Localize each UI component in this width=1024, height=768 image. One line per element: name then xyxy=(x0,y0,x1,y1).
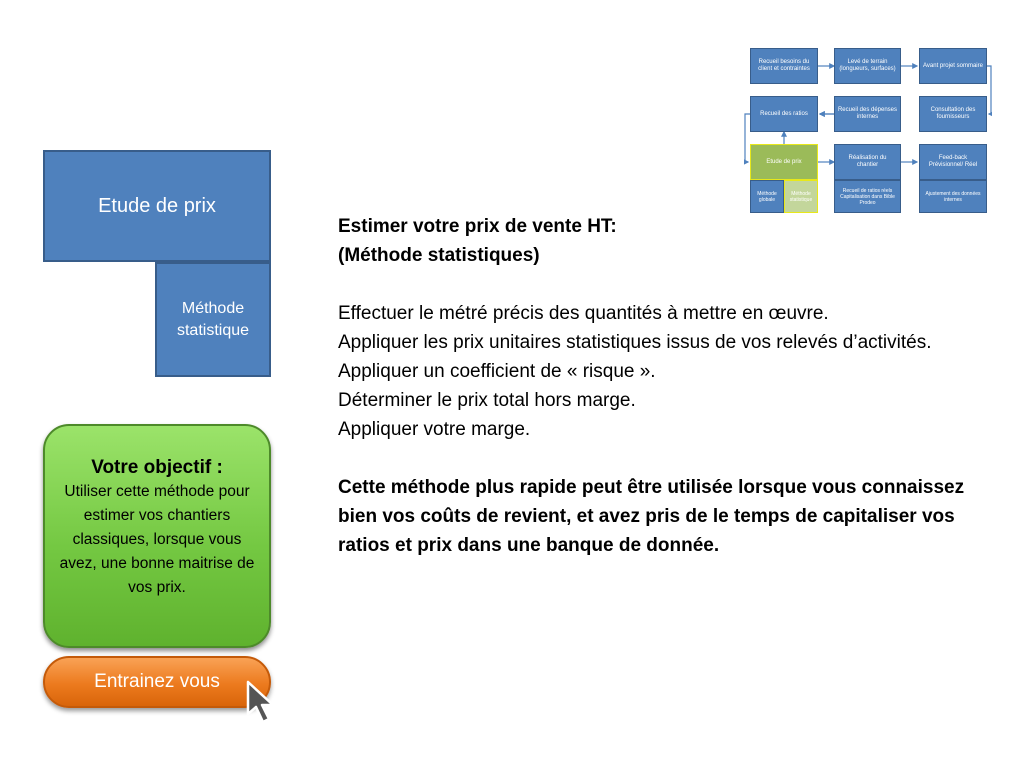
flow-box: Méthode globale xyxy=(750,180,784,213)
step-item: Appliquer votre marge. xyxy=(338,419,531,440)
flow-box: Recueil besoins du client et contraintes xyxy=(750,48,818,84)
step-item: Appliquer les prix unitaires statistiques issus de vos relevés d’activités. xyxy=(338,332,932,353)
flow-box: Feed-back Prévisionnel/ Réel xyxy=(919,144,987,180)
objective-panel xyxy=(43,424,271,648)
step-item: Effectuer le métré précis des quantités à mettre en œuvre. xyxy=(338,303,829,324)
objective-title: Votre objectif : xyxy=(91,457,223,478)
flow-box: Recueil des dépenses internes xyxy=(834,96,901,132)
content-heading-line2: (Méthode statistiques) xyxy=(338,245,540,266)
objective-text: Utiliser cette méthode pour estimer vos chantiers classiques, lorsque vous avez, une bonne maitrise de vos prix. xyxy=(59,483,255,596)
flow-box-highlighted: Méthode statistique xyxy=(784,180,818,213)
methode-statistique-box xyxy=(155,262,271,377)
etude-de-prix-label: Etude de prix xyxy=(98,194,216,217)
main-content xyxy=(338,212,978,560)
flow-box: Avant projet sommaire xyxy=(919,48,987,84)
flow-box: Recueil des ratios xyxy=(750,96,818,132)
content-heading-line1: Estimer votre prix de vente HT: xyxy=(338,216,617,237)
flow-box-highlighted: Etude de prix xyxy=(750,144,818,180)
flow-box: Levé de terrain (longueurs, surfaces) xyxy=(834,48,901,84)
flow-box: Réalisation du chantier xyxy=(834,144,901,180)
methode-statistique-label: Méthode statistique xyxy=(176,299,250,339)
flow-box: Recueil de ratios réels Capitalisation dans Bible Prodeo xyxy=(834,180,901,213)
mouse-cursor-icon xyxy=(244,680,284,728)
flow-box: Ajustement des données internes xyxy=(919,180,987,213)
train-button-label: Entrainez vous xyxy=(94,671,220,692)
step-item: Déterminer le prix total hors marge. xyxy=(338,390,636,411)
train-button[interactable] xyxy=(43,656,271,708)
flow-box: Consultation des fournisseurs xyxy=(919,96,987,132)
step-item: Appliquer un coefficient de « risque ». xyxy=(338,361,656,382)
process-flow-diagram xyxy=(744,44,992,216)
conclusion-text: Cette méthode plus rapide peut être utilisée lorsque vous connaissez bien vos coûts de revient, et avez pris de le temps de capitaliser vos ratios et prix dans une banque de donnée. xyxy=(338,477,965,556)
etude-de-prix-box xyxy=(43,150,271,262)
